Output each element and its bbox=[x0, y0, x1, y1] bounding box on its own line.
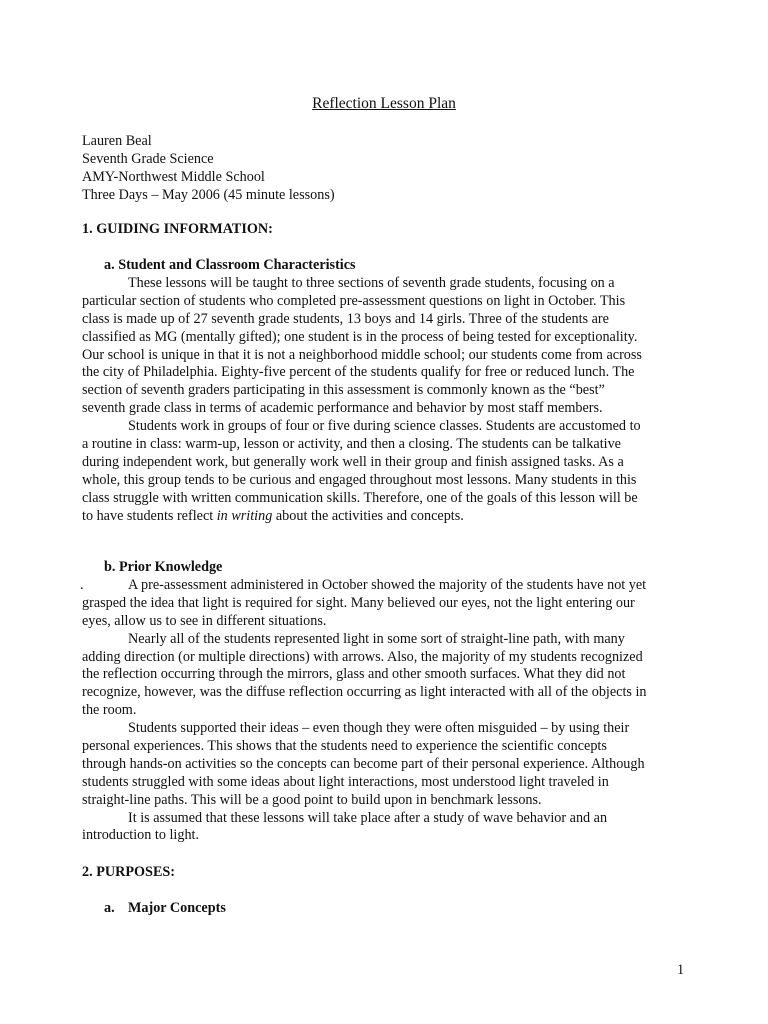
text-line: a routine in class: warm-up, lesson or activity, and then a closing. The students can be talkative bbox=[82, 436, 621, 453]
course-name: Seventh Grade Science bbox=[82, 150, 214, 167]
text-run: to have students reflect bbox=[82, 507, 217, 524]
document-title: Reflection Lesson Plan bbox=[312, 95, 456, 112]
text-line: whole, this group tends to be curious and engaged throughout most lessons. Many students in this bbox=[82, 471, 637, 488]
text-line: eyes, allow us to see in different situations. bbox=[82, 612, 327, 629]
text-line: Students supported their ideas – even though they were often misguided – by using their bbox=[128, 720, 630, 737]
paragraph-prior-knowledge bbox=[82, 577, 688, 845]
page-number: 1 bbox=[677, 962, 685, 978]
text-line: the room. bbox=[82, 702, 137, 719]
text-line: personal experiences. This shows that the students need to experience the scientific concepts bbox=[82, 738, 607, 755]
stray-mark: . bbox=[80, 577, 84, 593]
text-line: adding direction (or multiple directions) with arrows. Also, the majority of my students recognized bbox=[82, 648, 643, 665]
text-line: the reflection occurring through the mirrors, glass and other smooth surfaces. What they did not bbox=[82, 666, 626, 683]
text-line: grasped the idea that light is required for sight. Many believed our eyes, not the light entering our bbox=[82, 594, 635, 611]
paragraph-characteristics-1 bbox=[82, 275, 688, 525]
text-line: Nearly all of the students represented light in some sort of straight-line path, with many bbox=[128, 630, 625, 647]
text-line: straight-line paths. This will be a good point to build upon in benchmark lessons. bbox=[82, 791, 542, 808]
section-1-heading: 1. GUIDING INFORMATION: bbox=[82, 221, 273, 237]
lesson-duration: Three Days – May 2006 (45 minute lessons) bbox=[82, 186, 335, 203]
text-line: through hands-on activities so the concepts can become part of their personal experience. Although bbox=[82, 755, 645, 772]
text-line: seventh grade class in terms of academic performance and behavior by most staff members. bbox=[82, 400, 603, 417]
text-line: class is made up of 27 seventh grade students, 13 boys and 14 girls. Three of the students are bbox=[82, 310, 609, 327]
author-name: Lauren Beal bbox=[82, 133, 152, 149]
text-line: classified as MG (mentally gifted); one student is in the process of being tested for exceptionality. bbox=[82, 328, 638, 345]
text-line: students struggled with some ideas about light interactions, most understood light traveled in bbox=[82, 773, 609, 790]
text-line: section of seventh graders participating in this assessment is commonly known as the “best” bbox=[82, 382, 605, 399]
author-header bbox=[82, 133, 335, 205]
text-line: introduction to light. bbox=[82, 827, 200, 844]
text-line: A pre-assessment administered in October showed the majority of the students have not yet bbox=[128, 577, 647, 593]
text-run: about the activities and concepts. bbox=[272, 507, 464, 524]
subsection-2a-heading bbox=[82, 900, 226, 918]
school-name: AMY-Northwest Middle School bbox=[82, 168, 265, 185]
text-line: Our school is unique in that it is not a neighborhood middle school; our students come from across bbox=[82, 346, 642, 363]
text-line bbox=[82, 508, 688, 526]
section-2-heading: 2. PURPOSES: bbox=[82, 864, 176, 880]
text-line: Students work in groups of four or five during science classes. Students are accustomed to bbox=[128, 418, 641, 435]
subsection-label: a. bbox=[104, 900, 115, 916]
text-line: class struggle with written communication skills. Therefore, one of the goals of this lesson will be bbox=[82, 489, 638, 506]
text-line: recognize, however, was the diffuse reflection occurring as light interacted with all of the objects in bbox=[82, 684, 647, 701]
emphasized-text: in writing bbox=[216, 507, 273, 524]
text-line: during independent work, but generally work well in their group and finish assigned tasks. As a bbox=[82, 453, 624, 470]
subsection-title: Major Concepts bbox=[128, 900, 226, 916]
text-line: the city of Philadelphia. Eighty-five percent of the students qualify for free or reduced lunch. The bbox=[82, 364, 635, 381]
subsection-1b-heading: b. Prior Knowledge bbox=[104, 559, 223, 575]
text-line: It is assumed that these lessons will take place after a study of wave behavior and an bbox=[128, 809, 608, 826]
text-line: These lessons will be taught to three sections of seventh grade students, focusing on a bbox=[128, 275, 615, 291]
text-line: particular section of students who completed pre-assessment questions on light in October. This bbox=[82, 292, 626, 309]
subsection-1a-heading: a. Student and Classroom Characteristics bbox=[104, 257, 356, 273]
